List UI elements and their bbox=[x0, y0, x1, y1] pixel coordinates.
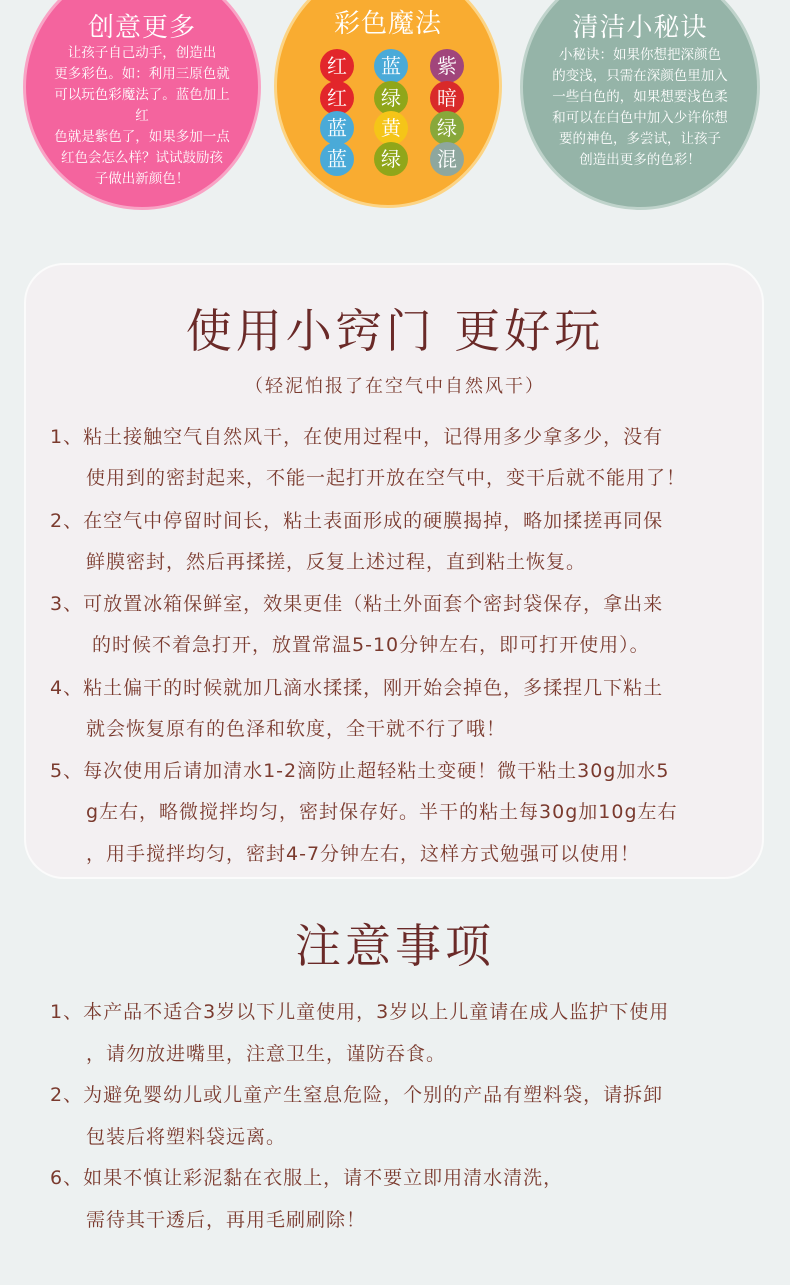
color-ball: 绿 bbox=[374, 81, 408, 115]
color-ball: 蓝 bbox=[374, 49, 408, 83]
color-ball: 红 bbox=[320, 81, 354, 115]
notice-title: 注意事项 bbox=[295, 919, 495, 973]
usage-title: 使用小窍门 更好玩 bbox=[185, 304, 605, 358]
notice-line: ，请勿放进嘴里，注意卫生，谨防吞食。 bbox=[86, 1043, 447, 1065]
cleaning-tips-line: 要的神色，多尝试，让孩子 bbox=[559, 131, 721, 147]
color-ball: 蓝 bbox=[320, 111, 354, 145]
usage-line: 使用到的密封起来，不能一起打开放在空气中，变干后就不能用了！ bbox=[86, 467, 687, 489]
color-ball: 黄 bbox=[374, 111, 408, 145]
usage-line: 4、粘土偏干的时候就加几滴水揉揉，刚开始会掉色，多揉捏几下粘土 bbox=[50, 677, 664, 699]
notice-line: 需待其干透后，再用毛刷刷除！ bbox=[86, 1209, 367, 1231]
usage-line: 1、粘土接触空气自然风干，在使用过程中，记得用多少拿多少，没有 bbox=[50, 426, 664, 448]
cleaning-tips-text bbox=[535, 45, 745, 171]
cleaning-tips-card bbox=[520, 0, 760, 210]
usage-line: 2、在空气中停留时间长，粘土表面形成的硬膜揭掉，略加揉搓再同保 bbox=[50, 510, 664, 532]
color-magic-title: 彩色魔法 bbox=[333, 9, 442, 39]
creative-card-line: 更多彩色。如：利用三原色就 bbox=[54, 66, 230, 82]
notice-line: 包装后将塑料袋远离。 bbox=[86, 1126, 287, 1148]
usage-line: 的时候不着急打开，放置常温5-10分钟左右，即可打开使用）。 bbox=[92, 634, 650, 656]
color-ball: 红 bbox=[320, 49, 354, 83]
creative-card-text bbox=[48, 43, 236, 190]
color-magic-card bbox=[274, 0, 502, 208]
creative-card bbox=[23, 0, 261, 210]
creative-card-line: 子做出新颜色！ bbox=[94, 171, 190, 187]
cleaning-tips-line: 的变浅，只需在深颜色里加入 bbox=[552, 68, 728, 84]
notice-line: 6、如果不慎让彩泥黏在衣服上，请不要立即用清水清洗， bbox=[50, 1167, 564, 1189]
usage-line: 鲜膜密封，然后再揉搓，反复上述过程，直到粘土恢复。 bbox=[86, 551, 587, 573]
cleaning-tips-line: 小秘诀：如果你想把深颜色 bbox=[559, 47, 721, 63]
color-ball: 绿 bbox=[430, 111, 464, 145]
notice-line: 2、为避免婴幼儿或儿童产生窒息危险，个别的产品有塑料袋，请拆卸 bbox=[50, 1084, 664, 1106]
creative-card-title: 创意更多 bbox=[87, 13, 196, 43]
cleaning-tips-line: 创造出更多的色彩！ bbox=[579, 152, 701, 168]
usage-line: 就会恢复原有的色泽和软度，全干就不行了哦！ bbox=[86, 718, 507, 740]
usage-line: 5、每次使用后请加清水1-2滴防止超轻粘土变硬！微干粘土30g加水5 bbox=[50, 760, 670, 782]
cleaning-tips-line: 和可以在白色中加入少许你想 bbox=[552, 110, 728, 126]
cleaning-tips-title: 清洁小秘诀 bbox=[572, 13, 708, 43]
color-ball: 紫 bbox=[430, 49, 464, 83]
notice-line: 1、本产品不适合3岁以下儿童使用，3岁以上儿童请在成人监护下使用 bbox=[50, 1001, 670, 1023]
usage-line: ，用手搅拌均匀，密封4-7分钟左右，这样方式勉强可以使用！ bbox=[86, 843, 641, 865]
creative-card-line: 色就是紫色了，如果多加一点 bbox=[54, 129, 230, 145]
creative-card-line: 红色会怎么样？试试鼓励孩 bbox=[61, 150, 223, 166]
color-ball: 蓝 bbox=[320, 142, 354, 176]
cleaning-tips-line: 一些白色的，如果想要浅色柔 bbox=[552, 89, 728, 105]
creative-card-line: 让孩子自己动手，创造出 bbox=[67, 45, 217, 61]
color-ball: 绿 bbox=[374, 142, 408, 176]
color-ball: 暗 bbox=[430, 81, 464, 115]
creative-card-line: 可以玩色彩魔法了。蓝色加上红 bbox=[54, 87, 230, 124]
usage-line: g左右，略微搅拌均匀，密封保存好。半干的粘土每30g加10g左右 bbox=[86, 801, 678, 823]
usage-subtitle: （轻泥怕报了在空气中自然风干） bbox=[245, 376, 545, 397]
usage-line: 3、可放置冰箱保鲜室，效果更佳（粘土外面套个密封袋保存，拿出来 bbox=[50, 593, 664, 615]
color-ball: 混 bbox=[430, 142, 464, 176]
